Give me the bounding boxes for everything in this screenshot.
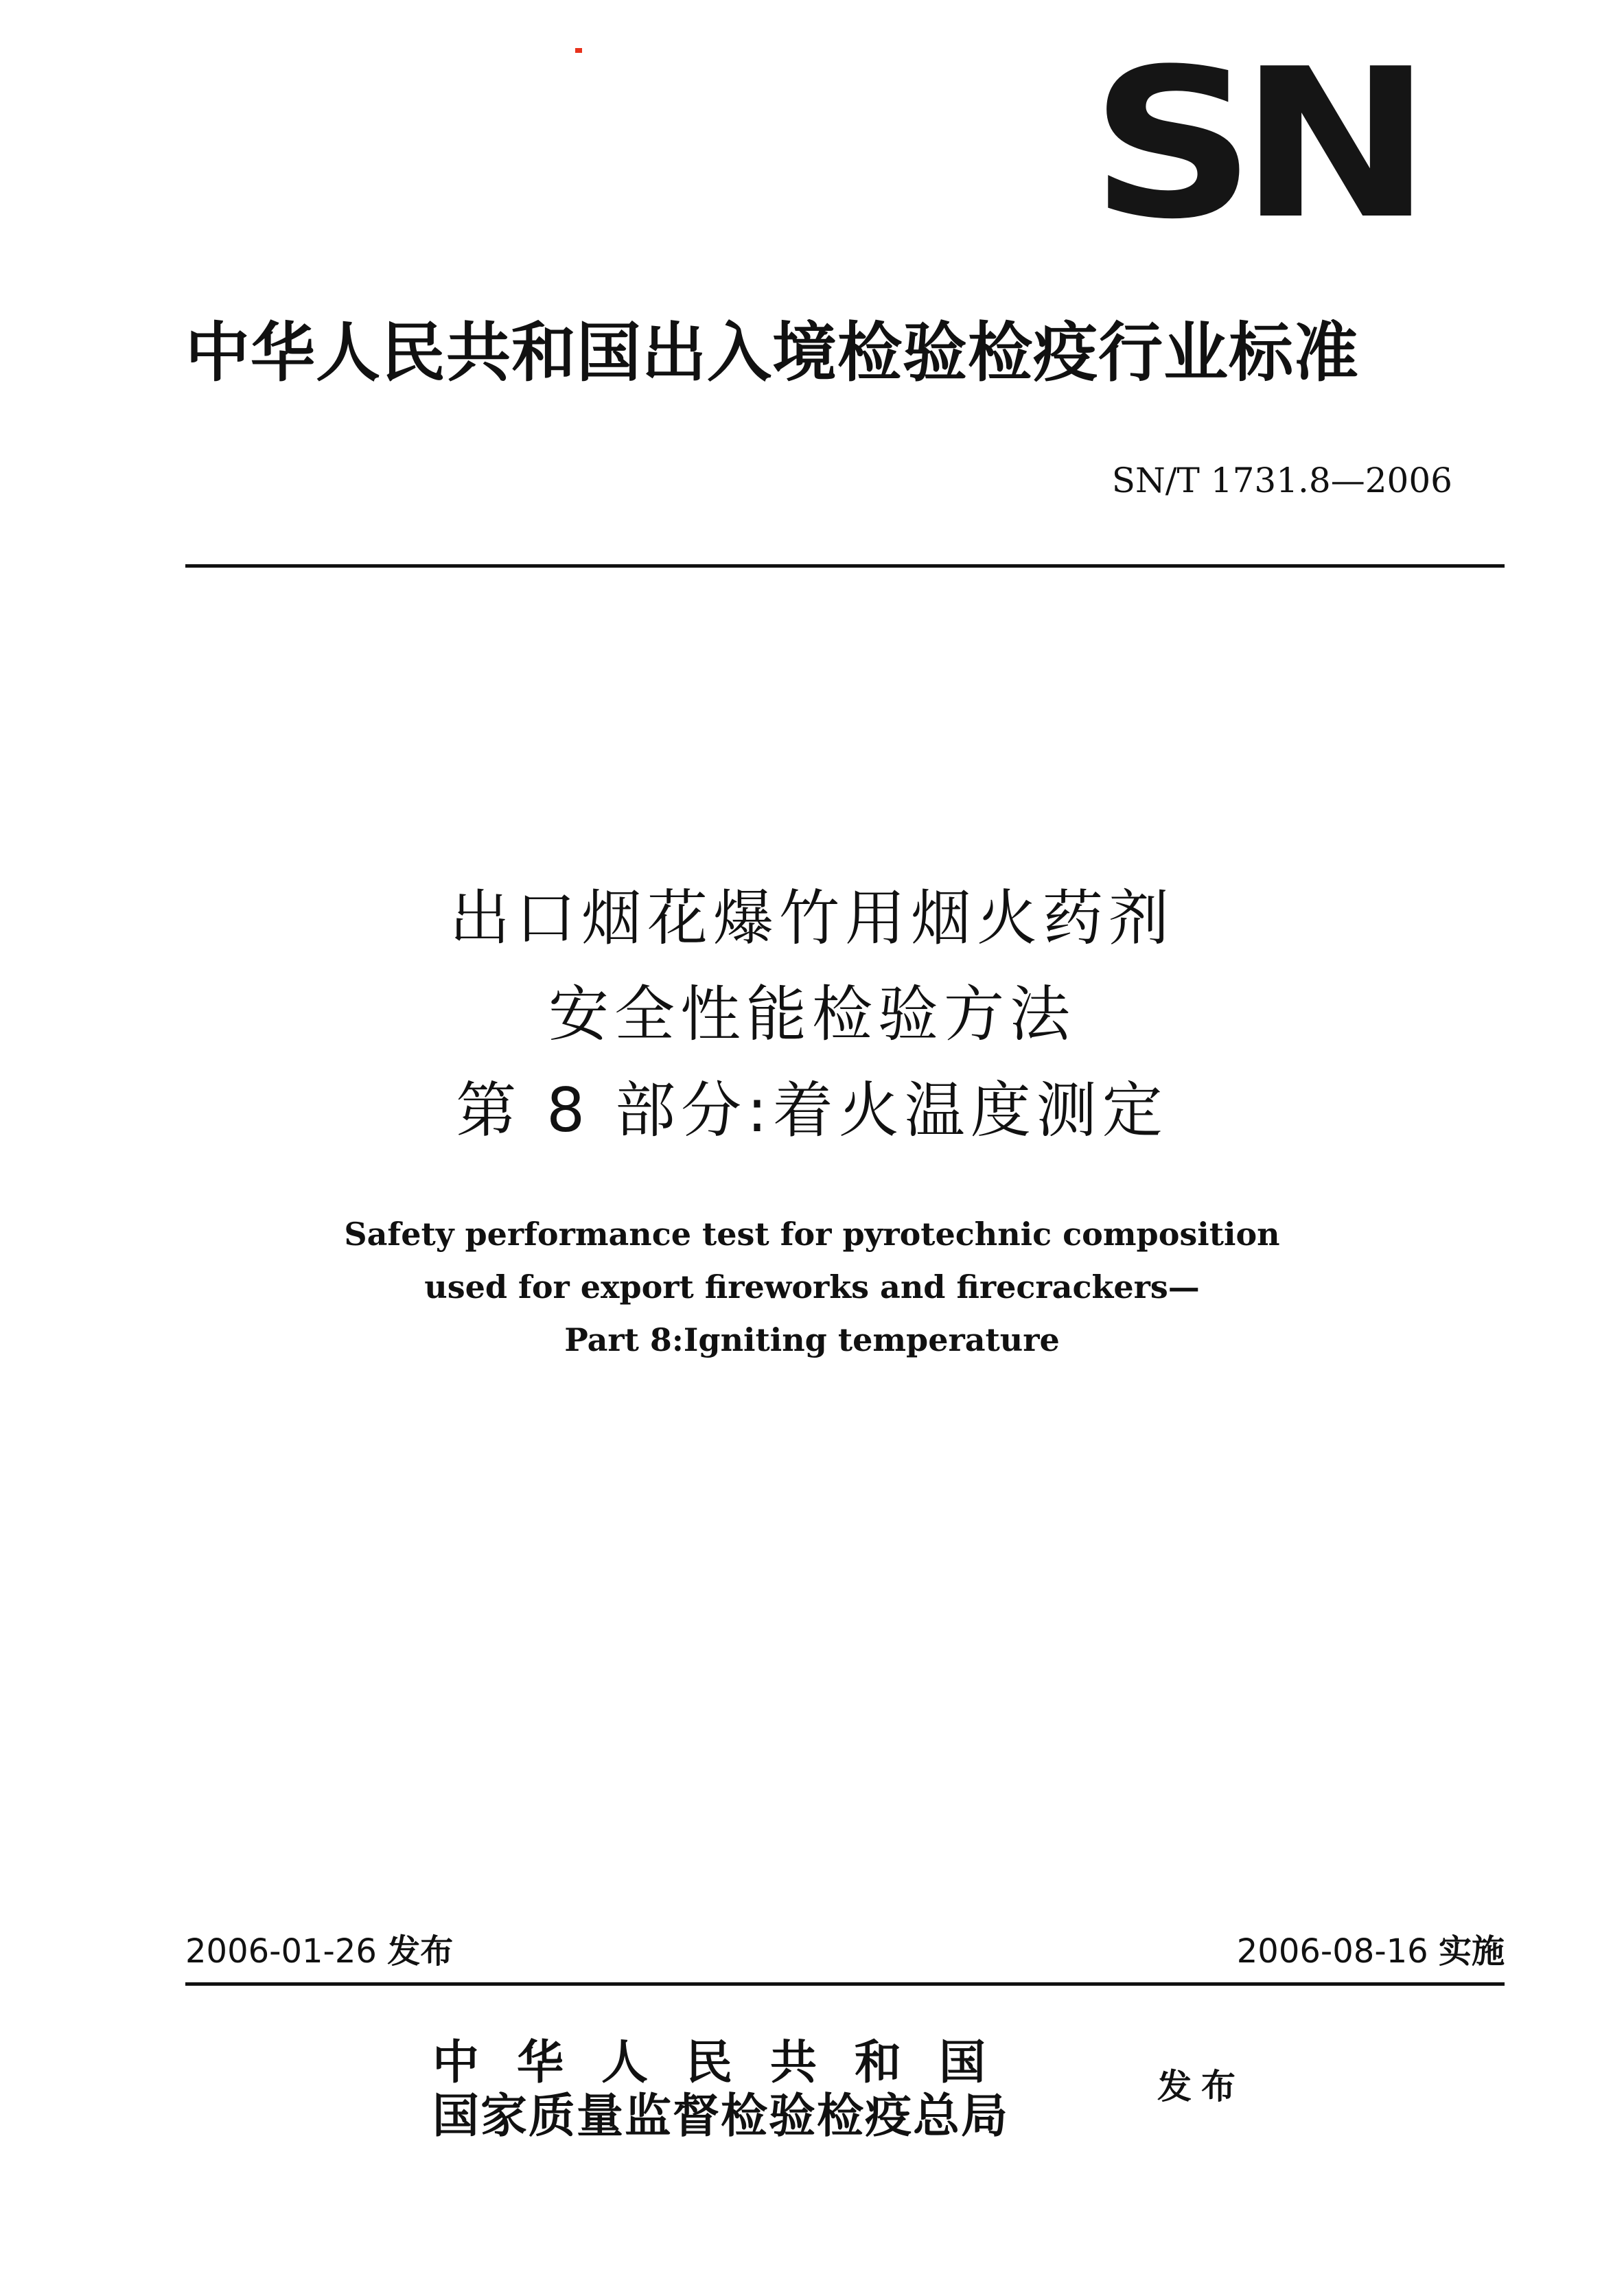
title-zh — [0, 870, 1624, 1159]
title-en-line-3: Part 8:Igniting temperature — [564, 1321, 1060, 1358]
standard-type-heading: 中华人民共和国出入境检验检疫行业标准 — [185, 316, 1360, 391]
title-zh-line-2: 安全性能检验方法 — [548, 979, 1076, 1050]
issuer-line-1: 中华人民共和国 — [432, 2035, 1024, 2090]
implement-date-label: 实施 — [1438, 1932, 1505, 1971]
red-mark — [575, 48, 582, 53]
issued-label: 发布 — [1157, 2066, 1245, 2107]
standard-number: SN/T 1731.8—2006 — [1111, 461, 1452, 500]
title-en-line-2: used for export fireworks and firecrackers— — [424, 1268, 1200, 1306]
issue-date-label: 发布 — [387, 1932, 454, 1971]
issuer-line-2: 国家质量监督检验检疫总局 — [432, 2089, 1010, 2144]
bottom-divider — [185, 1982, 1505, 1986]
title-en-line-1: Safety performance test for pyrotechnic composition — [344, 1216, 1280, 1253]
title-zh-line-1: 出口烟花爆竹用烟火药剂 — [449, 883, 1174, 953]
title-en — [0, 1208, 1624, 1367]
top-divider — [185, 564, 1505, 568]
sn-logo: SN — [1090, 25, 1415, 264]
title-zh-line-3: 第 8 部分:着火温度测定 — [456, 1075, 1168, 1146]
issue-date-value: 2006-01-26 — [185, 1932, 377, 1971]
implement-date — [1237, 1927, 1505, 1975]
implement-date-value: 2006-08-16 — [1236, 1932, 1428, 1971]
issue-date — [185, 1927, 453, 1975]
